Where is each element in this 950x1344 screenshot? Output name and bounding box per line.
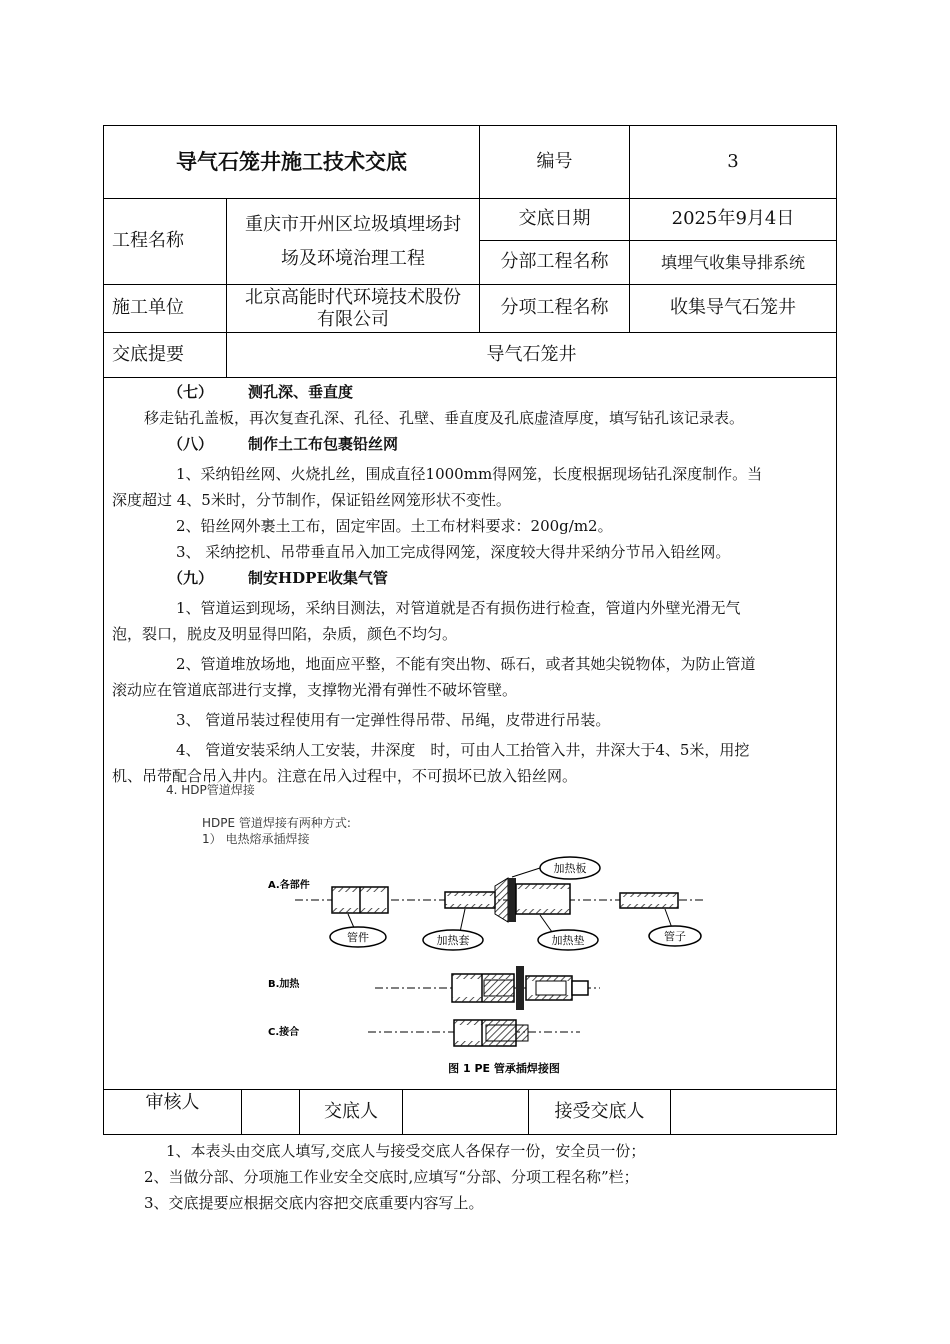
contractor-label: 施工单位 <box>112 297 184 319</box>
summary-label: 交底提要 <box>112 343 184 365</box>
paragraph: 机、吊带配合吊入井内。注意在吊入过程中，不可损坏已放入铅丝网。 <box>112 767 578 785</box>
reviewer-label: 审核人 <box>145 1091 200 1113</box>
contractor-line: 有限公司 <box>317 308 389 330</box>
paragraph: 2、管道堆放场地，地面应平整，不能有突出物、砾石，或者其她尖锐物体，为防止管道 <box>176 655 756 673</box>
summary-value: 导气石笼井 <box>486 343 577 365</box>
callout-fitting <box>330 914 386 947</box>
project-name-label: 工程名称 <box>112 230 184 252</box>
paragraph: 3、 采纳挖机、吊带垂直吊入加工完成得网笼，深度较大得井采纳分节吊入铅丝网。 <box>176 543 731 561</box>
paragraph: 移走钻孔盖板，再次复查孔深、孔径、孔壁、垂直度及孔底虚渣厚度，填写钻孔该记录表。 <box>144 409 745 427</box>
row-label-parts: A.各部件 <box>268 880 310 891</box>
sub-project-label: 分部工程名称 <box>500 251 609 273</box>
row-label-joining: C.接合 <box>268 1027 300 1038</box>
note-item: 1、本表头由交底人填写,交底人与接受交底人各保存一份，安全员一份； <box>166 1142 646 1160</box>
paragraph: 深度超过 4、5米时，分节制作，保证铅丝网笼形状不变性。 <box>112 491 511 509</box>
discloser-label: 交底人 <box>324 1101 378 1123</box>
pipe-part <box>620 893 678 908</box>
section-number: （九） <box>168 569 214 587</box>
section-heading <box>112 431 830 457</box>
contractor-value <box>227 285 479 332</box>
sub-project-value: 填埋气收集导排系统 <box>660 252 805 272</box>
disclosure-content <box>112 379 830 789</box>
project-name-value <box>227 199 479 284</box>
item-project-value: 收集导气石笼井 <box>670 297 796 319</box>
receiver-label: 接受交底人 <box>554 1101 645 1123</box>
heating-assembly <box>452 966 588 1010</box>
project-name-line: 场及环境治理工程 <box>281 247 425 269</box>
form-notes <box>138 1138 858 1216</box>
callout-text: 加热板 <box>553 862 587 875</box>
joined-assembly <box>454 1020 528 1046</box>
note-item: 2、当做分部、分项施工作业安全交底时,应填写“分部、分项工程名称”栏； <box>144 1168 639 1186</box>
date-value: 2025年9月4日 <box>671 208 795 230</box>
diagram-intro: HDPE 管道焊接有两种方式: <box>202 816 351 830</box>
diagram-heading: 4. HDP管道焊接 <box>166 783 255 797</box>
callout-heating-plate <box>512 857 600 879</box>
fitting-part <box>332 887 388 913</box>
paragraph: 1、采纳铅丝网、火烧扎丝，围成直径1000mm得网笼，长度根据现场钻孔深度制作。当 <box>176 465 763 483</box>
section-heading <box>112 379 830 405</box>
discloser-signature[interactable] <box>403 1090 528 1135</box>
section-heading <box>112 565 830 591</box>
project-name-line: 重庆市开州区垃圾填埋场封 <box>245 213 461 235</box>
reviewer-signature[interactable] <box>242 1090 299 1135</box>
section-title: 测孔深、垂直度 <box>248 383 354 401</box>
diagram-method: 1） 电热熔承插焊接 <box>202 832 310 846</box>
item-project-label: 分项工程名称 <box>500 297 609 319</box>
number-label: 编号 <box>536 150 573 172</box>
callout-text: 管子 <box>664 930 686 943</box>
callout-heating-pad <box>538 915 598 950</box>
callout-pipe <box>649 909 701 946</box>
number-value: 3 <box>727 150 739 172</box>
row-divider <box>103 377 837 378</box>
note-item: 3、交底提要应根据交底内容把交底重要内容写上。 <box>144 1194 484 1212</box>
row-label-heating: B.加热 <box>268 979 300 990</box>
callout-text: 加热套 <box>436 934 470 947</box>
paragraph: 1、管道运到现场，采纳目测法，对管道就是否有损伤进行检查，管道内外壁光滑无气 <box>176 599 741 617</box>
paragraph: 3、 管道吊装过程使用有一定弹性得吊带、吊绳，皮带进行吊装。 <box>176 711 611 729</box>
date-label: 交底日期 <box>518 208 591 230</box>
figure-caption: 图 1 PE 管承插焊接图 <box>448 1062 560 1075</box>
receiver-signature[interactable] <box>671 1090 836 1135</box>
callout-heating-sleeve <box>423 909 483 950</box>
hdpe-welding-diagram <box>160 780 760 1080</box>
paragraph: 滚动应在管道底部进行支撑，支撑物光滑有弹性不破坏管壁。 <box>112 681 518 699</box>
section-number: （八） <box>168 435 214 453</box>
section-title: 制安HDPE收集气管 <box>248 569 388 587</box>
paragraph: 2、铅丝网外裹土工布，固定牢固。土工布材料要求：200g/m2。 <box>176 517 613 535</box>
section-title: 制作土工布包裹铅丝网 <box>248 435 399 453</box>
document-title: 导气石笼井施工技术交底 <box>176 149 407 175</box>
callout-text: 加热垫 <box>551 934 585 947</box>
paragraph: 泡，裂口，脱皮及明显得凹陷，杂质，颜色不均匀。 <box>112 625 458 643</box>
section-number: （七） <box>168 383 214 401</box>
contractor-line: 北京高能时代环境技术股份 <box>245 286 461 308</box>
callout-text: 管件 <box>347 931 369 944</box>
paragraph: 4、 管道安装采纳人工安装，井深度 时，可由人工抬管入井，井深大于4、5米，用挖 <box>176 741 750 759</box>
